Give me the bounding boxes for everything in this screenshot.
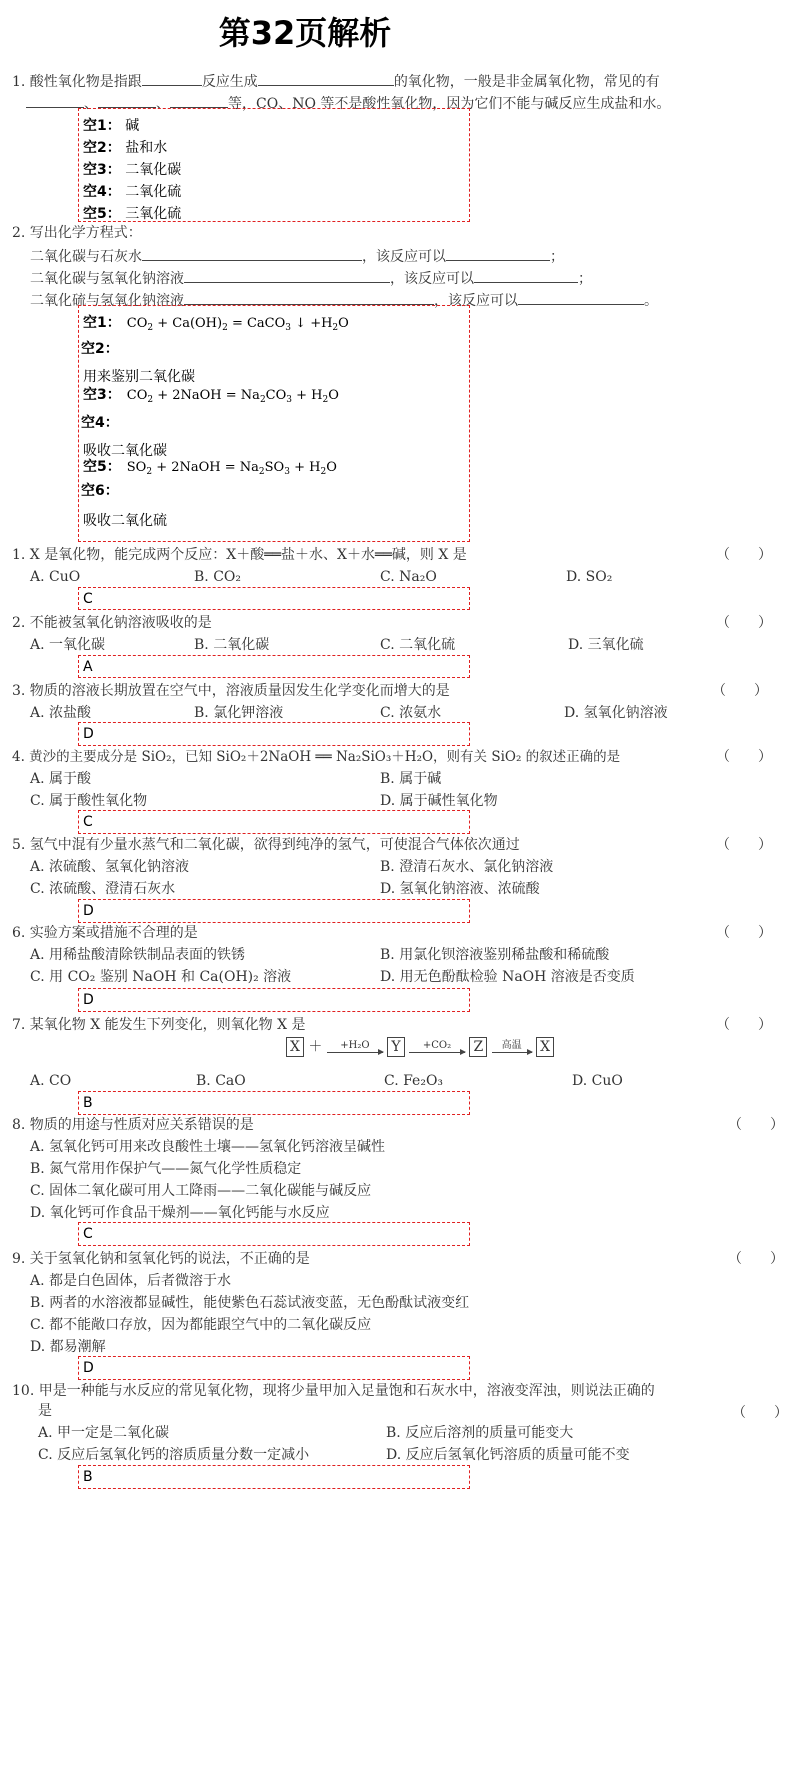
answer-box xyxy=(78,655,470,678)
fill2-text: 二氧化碳与氢氧化钠溶液 xyxy=(30,271,184,287)
arrow-icon xyxy=(492,1052,532,1053)
answer-row xyxy=(83,456,337,477)
option-b: B. 两者的水溶液都显碱性，能使紫色石蕊试液变蓝，无色酚酞试液变红 xyxy=(30,1295,470,1311)
fill2-text: ，该反应可以 xyxy=(434,293,518,309)
option-b: B. 氮气常用作保护气——氮气化学性质稳定 xyxy=(30,1161,302,1177)
answer-box xyxy=(78,988,470,1012)
option-a: A. 都是白色固体，后者微溶于水 xyxy=(30,1273,232,1289)
question-stem: 4. 黄沙的主要成分是 SiO₂，已知 SiO₂＋2NaOH ══ Na₂SiO₃＋H₂O，则有关 SiO₂ 的叙述正确的是 xyxy=(12,749,621,765)
blank xyxy=(184,268,390,283)
answer-label: 空6： xyxy=(81,483,119,499)
question-stem: 6. 实验方案或措施不合理的是 xyxy=(12,925,198,941)
answer-label: 空2： xyxy=(83,140,121,156)
flow-arrow xyxy=(409,1041,465,1053)
option-a: A. CuO xyxy=(30,569,81,585)
answer-letter: C xyxy=(83,1226,93,1242)
answer-row xyxy=(83,181,181,201)
answer-label: 空1： xyxy=(83,118,121,134)
question-stem: 10. 甲是一种能与水反应的常见氧化物，现将少量甲加入足量饱和石灰水中，溶液变浑浊，则说法正确的 xyxy=(12,1383,655,1399)
fill1-line2: 、 、 等，CO、NO 等不是酸性氧化物，因为它们不能与碱反应生成盐和水。 xyxy=(26,93,670,113)
fill1-text-c: 的氧化物，一般是非金属氧化物，常见的有 xyxy=(393,74,660,90)
fill1-text-b: 反应生成 xyxy=(201,74,258,90)
option-d: D. 都易潮解 xyxy=(30,1339,106,1355)
answer-row xyxy=(83,115,139,135)
blank xyxy=(26,93,84,108)
option-c: C. 浓硫酸、澄清石灰水 xyxy=(30,881,176,897)
question-stem: 8. 物质的用途与性质对应关系错误的是 xyxy=(12,1117,254,1133)
option-b: B. 二氧化碳 xyxy=(194,637,270,653)
answer-row xyxy=(83,384,339,405)
option-a: A. 氢氧化钙可用来改良酸性土壤——氢氧化钙溶液呈碱性 xyxy=(30,1139,386,1155)
reaction-flow xyxy=(286,1036,554,1057)
answer-label: 空4： xyxy=(83,184,121,200)
option-c: C. 属于酸性氧化物 xyxy=(30,793,148,809)
option-b: B. 氯化钾溶液 xyxy=(194,705,284,721)
question-stem: 1. X 是氧化物，能完成两个反应：X＋酸══盐＋水、X＋水══碱，则 X 是 xyxy=(12,547,467,563)
answer-paren: （ ） xyxy=(716,615,772,631)
blank xyxy=(518,290,644,305)
option-b: B. CaO xyxy=(196,1073,246,1089)
answer-paren: （ ） xyxy=(732,1405,788,1421)
answer-label: 空5： xyxy=(83,459,121,475)
flow-arrow xyxy=(492,1041,532,1053)
flow-x: X xyxy=(286,1037,304,1057)
question-stem: 2. 不能被氢氧化钠溶液吸收的是 xyxy=(12,615,212,631)
option-a: A. 甲一定是二氧化碳 xyxy=(38,1425,170,1441)
formula-co2-limewater: $CO_2 + Ca(OH)_2$ = CaCO$_3$ ↓ $+H_2O$ xyxy=(126,316,349,333)
option-a: A. CO xyxy=(30,1073,72,1089)
answer-letter: D xyxy=(83,1360,94,1376)
formula-co2-naoh: $CO_2$ + 2NaOH = $Na_2CO_3 + H_2O$ xyxy=(126,388,339,405)
option-c: C. 都不能敞口存放，因为都能跟空气中的二氧化碳反应 xyxy=(30,1317,372,1333)
answer-label: 空5： xyxy=(83,206,121,222)
answer-paren: （ ） xyxy=(716,547,772,563)
option-d: D. 氧化钙可作食品干燥剂——氧化钙能与水反应 xyxy=(30,1205,330,1221)
fill2-text: 二氧化碳与石灰水 xyxy=(30,249,142,265)
answer-row xyxy=(83,137,167,157)
option-d: D. SO₂ xyxy=(566,569,613,585)
option-b: B. 用氯化钡溶液鉴别稀盐酸和稀硫酸 xyxy=(380,947,610,963)
answer-label: 空1： xyxy=(83,315,121,331)
answer-paren: （ ） xyxy=(716,925,772,941)
answer-label: 空3： xyxy=(83,387,121,403)
answer-box xyxy=(78,810,470,834)
flow-z: Z xyxy=(469,1037,487,1057)
option-b: B. 反应后溶剂的质量可能变大 xyxy=(386,1425,574,1441)
flow-arrow xyxy=(327,1041,383,1053)
option-d: D. 反应后氢氧化钙溶质的质量可能不变 xyxy=(386,1447,630,1463)
option-d: D. CuO xyxy=(572,1073,623,1089)
answer-text: 三氧化硫 xyxy=(125,206,182,222)
blank xyxy=(258,71,394,86)
answer-row xyxy=(83,203,181,223)
option-b: B. 属于碱 xyxy=(380,771,442,787)
option-a: A. 浓硫酸、氢氧化钠溶液 xyxy=(30,859,190,875)
fill2-text: 。 xyxy=(644,293,658,309)
answer-box xyxy=(78,1465,470,1489)
answer-paren: （ ） xyxy=(728,1251,784,1267)
answer-letter: B xyxy=(83,1095,93,1111)
fill1-text-a: 1. 酸性氧化物是指跟 xyxy=(12,74,142,90)
answer-label: 空2： xyxy=(81,341,119,357)
answer-letter: C xyxy=(83,814,93,830)
blank xyxy=(142,246,362,261)
answer-letter: D xyxy=(83,903,94,919)
answer-letter: D xyxy=(83,726,94,742)
blank xyxy=(98,93,156,108)
flow-condition: +CO₂ xyxy=(422,1040,452,1051)
fill2-line2 xyxy=(30,268,592,288)
answer-text: 碱 xyxy=(125,118,140,134)
blank xyxy=(184,290,434,305)
answer-paren: （ ） xyxy=(728,1117,784,1133)
answer-letter: A xyxy=(83,659,93,675)
fill1-text-d: 等，CO、NO 等不是酸性氧化物，因为它们不能与碱反应生成盐和水。 xyxy=(228,96,671,112)
blank xyxy=(474,268,578,283)
option-a: A. 一氧化碳 xyxy=(30,637,106,653)
fill2-text: 二氧化硫与氢氧化钠溶液 xyxy=(30,293,184,309)
option-a: A. 用稀盐酸清除铁制品表面的铁锈 xyxy=(30,947,246,963)
answer-paren: （ ） xyxy=(712,683,768,699)
answer-box xyxy=(78,1222,470,1246)
answer-letter: C xyxy=(83,591,93,607)
option-c: C. 固体二氧化碳可用人工降雨——二氧化碳能与碱反应 xyxy=(30,1183,372,1199)
answer-text: 二氧化碳 xyxy=(125,162,182,178)
arrow-icon xyxy=(409,1052,465,1053)
option-d: D. 三氧化硫 xyxy=(568,637,644,653)
answer-paren: （ ） xyxy=(716,837,772,853)
option-c: C. Na₂O xyxy=(380,569,437,585)
fill2-text: ，该反应可以 xyxy=(390,271,474,287)
option-d: D. 氢氧化钠溶液、浓硫酸 xyxy=(380,881,540,897)
fill2-title: 2. 写出化学方程式： xyxy=(12,225,142,241)
option-a: A. 属于酸 xyxy=(30,771,92,787)
blank xyxy=(142,71,202,86)
answer-text: 盐和水 xyxy=(125,140,168,156)
answer-label: 空4： xyxy=(81,415,119,431)
arrow-icon xyxy=(327,1052,383,1053)
fill1-line1 xyxy=(12,71,660,91)
question-stem: 3. 物质的溶液长期放置在空气中，溶液质量因发生化学变化而增大的是 xyxy=(12,683,450,699)
option-d: D. 氢氧化钠溶液 xyxy=(564,705,668,721)
answer-label: 空3： xyxy=(83,162,121,178)
answer-text: 用来鉴别二氧化碳 xyxy=(83,369,195,385)
blank xyxy=(170,93,228,108)
flow-plus: ＋ xyxy=(308,1039,323,1055)
option-d: D. 属于碱性氧化物 xyxy=(380,793,498,809)
answer-box xyxy=(78,1091,470,1115)
option-c: C. 反应后氢氧化钙的溶质质量分数一定减小 xyxy=(38,1447,310,1463)
option-d: D. 用无色酚酞检验 NaOH 溶液是否变质 xyxy=(380,969,635,985)
answer-row xyxy=(83,312,349,333)
answer-letter: D xyxy=(83,992,94,1008)
blank xyxy=(446,246,550,261)
fill2-text: ，该反应可以 xyxy=(362,249,446,265)
answer-box xyxy=(78,1356,470,1380)
option-b: B. 澄清石灰水、氯化钠溶液 xyxy=(380,859,554,875)
option-a: A. 浓盐酸 xyxy=(30,705,92,721)
flow-y: Y xyxy=(387,1037,404,1057)
answer-text: 吸收二氧化硫 xyxy=(83,513,167,529)
answer-box xyxy=(78,899,470,923)
answer-box-fill1 xyxy=(78,108,470,222)
option-c: C. Fe₂O₃ xyxy=(384,1073,444,1089)
flow-condition: 高温 xyxy=(501,1040,522,1051)
answer-paren: （ ） xyxy=(716,749,772,765)
page-title: 第32页解析 xyxy=(218,14,392,52)
answer-letter: B xyxy=(83,1469,93,1485)
answer-text: 二氧化硫 xyxy=(125,184,182,200)
answer-text: 吸收二氧化碳 xyxy=(83,443,167,459)
fill2-text: ； xyxy=(550,249,564,265)
fill2-line1 xyxy=(30,246,564,266)
option-c: C. 用 CO₂ 鉴别 NaOH 和 Ca(OH)₂ 溶液 xyxy=(30,969,292,985)
option-c: C. 二氧化硫 xyxy=(380,637,456,653)
answer-row xyxy=(83,159,181,179)
option-b: B. CO₂ xyxy=(194,569,241,585)
flow-condition: +H₂O xyxy=(340,1040,370,1051)
question-stem: 9. 关于氢氧化钠和氢氧化钙的说法，不正确的是 xyxy=(12,1251,310,1267)
answer-box xyxy=(78,587,470,610)
option-c: C. 浓氨水 xyxy=(380,705,442,721)
answer-box-fill2 xyxy=(78,305,470,542)
formula-so2-naoh: $SO_2$ + 2NaOH = $Na_2SO_3 + H_2O$ xyxy=(126,460,337,477)
answer-box xyxy=(78,722,470,746)
answer-paren: （ ） xyxy=(716,1017,772,1033)
flow-x2: X xyxy=(536,1037,554,1057)
question-stem-cont: 是 xyxy=(38,1403,52,1419)
question-stem: 5. 氢气中混有少量水蒸气和二氧化碳，欲得到纯净的氢气，可使混合气体依次通过 xyxy=(12,837,520,853)
question-stem: 7. 某氧化物 X 能发生下列变化，则氧化物 X 是 xyxy=(12,1017,306,1033)
fill2-text: ； xyxy=(578,271,592,287)
